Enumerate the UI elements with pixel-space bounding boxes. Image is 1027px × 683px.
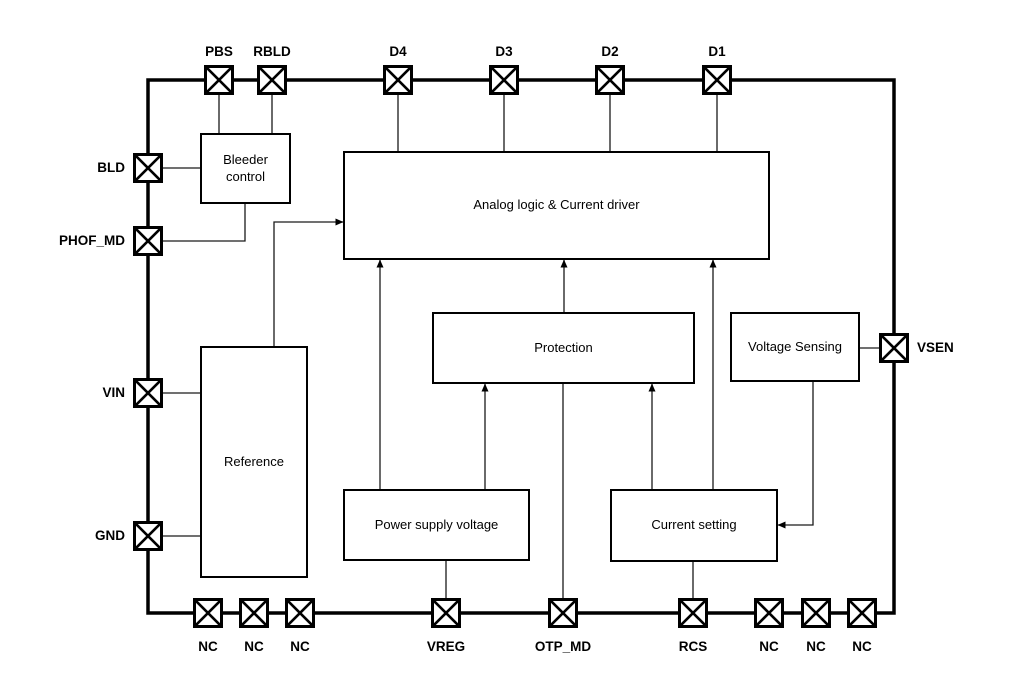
pin-cross-icon (386, 68, 410, 92)
pin-cross-icon (551, 601, 575, 625)
pin-label-nc-5: NC (806, 639, 826, 654)
pin-cross-icon (705, 68, 729, 92)
pin-rbld (257, 65, 287, 95)
pin-cross-icon (260, 68, 284, 92)
pin-cross-icon (681, 601, 705, 625)
pin-pbs (204, 65, 234, 95)
pin-cross-icon (804, 601, 828, 625)
block-current-setting: Current setting (610, 489, 778, 562)
pin-label-d1: D1 (708, 44, 726, 59)
pin-d4 (383, 65, 413, 95)
pin-label-pbs: PBS (205, 44, 233, 59)
pin-nc-1 (193, 598, 223, 628)
wire-vsensing-currentsetting (778, 382, 813, 525)
pin-cross-icon (136, 229, 160, 253)
pin-nc-4 (754, 598, 784, 628)
block-analog-logic-current-driver: Analog logic & Current driver (343, 151, 770, 260)
pin-cross-icon (288, 601, 312, 625)
pin-label-rbld: RBLD (253, 44, 291, 59)
pin-bld (133, 153, 163, 183)
block-bleeder-control: Bleeder control (200, 133, 291, 204)
pin-cross-icon (136, 156, 160, 180)
pin-gnd (133, 521, 163, 551)
pin-nc-5 (801, 598, 831, 628)
pin-cross-icon (882, 336, 906, 360)
wire-bleeder-phofmd (163, 204, 245, 241)
pin-cross-icon (196, 601, 220, 625)
pin-label-d3: D3 (495, 44, 513, 59)
pin-label-nc-6: NC (852, 639, 872, 654)
pin-cross-icon (136, 524, 160, 548)
pin-label-nc-3: NC (290, 639, 310, 654)
block-voltage-sensing: Voltage Sensing (730, 312, 860, 382)
pin-nc-2 (239, 598, 269, 628)
pin-nc-6 (847, 598, 877, 628)
wire-reference-analog (274, 222, 343, 346)
pin-cross-icon (136, 381, 160, 405)
pin-nc-3 (285, 598, 315, 628)
pin-d3 (489, 65, 519, 95)
pin-vreg (431, 598, 461, 628)
pin-vsen (879, 333, 909, 363)
pin-label-vin: VIN (102, 385, 125, 400)
pin-label-vreg: VREG (426, 639, 466, 654)
pin-d2 (595, 65, 625, 95)
pin-cross-icon (598, 68, 622, 92)
pin-cross-icon (434, 601, 458, 625)
pin-label-rcs: RCS (678, 639, 708, 654)
pin-cross-icon (850, 601, 874, 625)
pin-d1 (702, 65, 732, 95)
pin-label-gnd: GND (95, 528, 125, 543)
pin-otp-md (548, 598, 578, 628)
pin-cross-icon (207, 68, 231, 92)
pin-label-phof-md: PHOF_MD (58, 233, 125, 248)
block-reference: Reference (200, 346, 308, 578)
pin-label-nc-1: NC (198, 639, 218, 654)
block-protection: Protection (432, 312, 695, 384)
pin-label-d2: D2 (601, 44, 619, 59)
pin-rcs (678, 598, 708, 628)
pin-phof-md (133, 226, 163, 256)
pin-label-nc-2: NC (244, 639, 264, 654)
pin-label-bld: BLD (97, 160, 125, 175)
pin-label-otp-md: OTP_MD (534, 639, 592, 654)
pin-label-vsen: VSEN (917, 340, 954, 355)
pin-cross-icon (492, 68, 516, 92)
block-power-supply-voltage: Power supply voltage (343, 489, 530, 561)
pin-vin (133, 378, 163, 408)
pin-cross-icon (242, 601, 266, 625)
pin-label-nc-4: NC (759, 639, 779, 654)
pin-cross-icon (757, 601, 781, 625)
pin-label-d4: D4 (389, 44, 407, 59)
